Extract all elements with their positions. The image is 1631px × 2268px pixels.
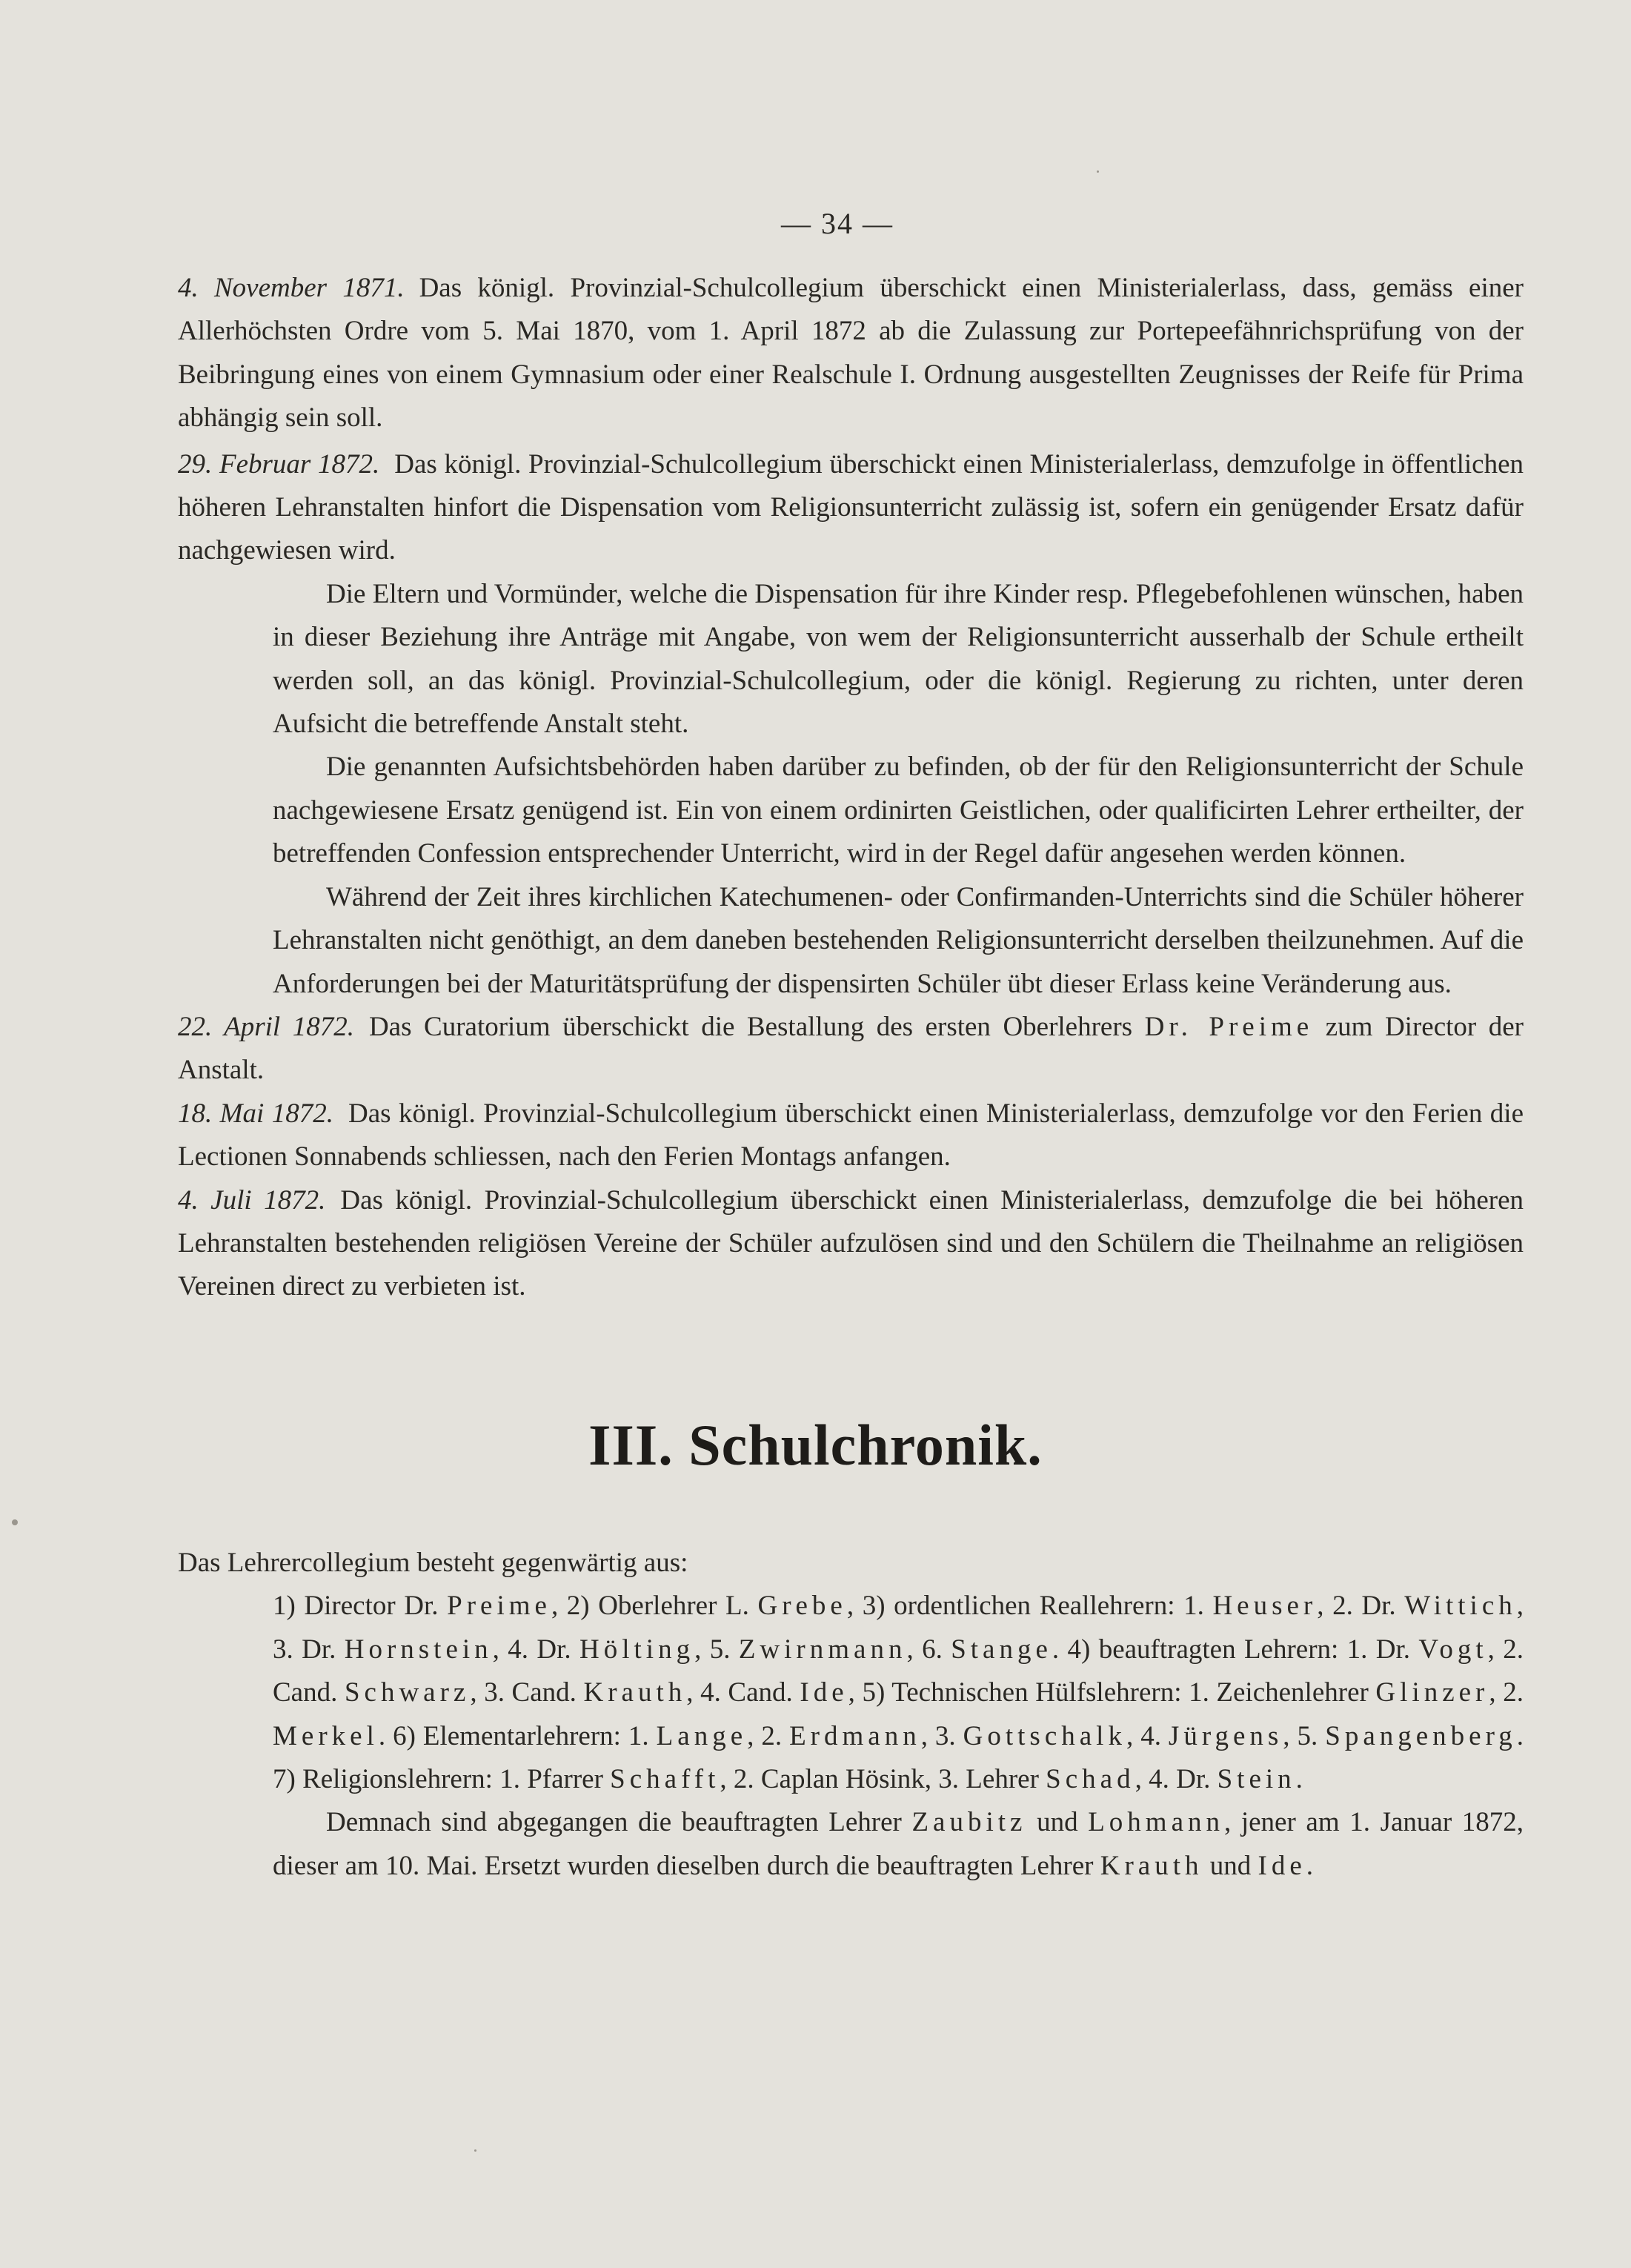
person-name: Schad [1046,1764,1135,1795]
person-name: Gottschalk [963,1720,1126,1751]
text-run: , 5) Technischen Hülfslehrern: 1. Zeichenlehrer [848,1677,1376,1708]
text-run: , 2. Dr. [1317,1591,1405,1622]
text-run: Demnach sind abgegangen die beauftragten Lehrer [326,1807,912,1838]
person-name: Stange [951,1634,1052,1665]
person-name: Zwirnmann [738,1634,907,1665]
text-run: , 3. Dr. [273,1591,1524,1665]
text-run: , 4. Dr. [1135,1764,1218,1795]
entry-date: 18. Mai 1872. [178,1098,333,1129]
person-name: Spangenberg [1325,1720,1517,1751]
entry-date: 4. November 1871. [178,273,405,303]
decree-entry [178,1006,1524,1092]
person-name: Vogt [1418,1634,1488,1665]
chronik-section [178,1542,1524,1888]
decree-entry [178,1179,1524,1309]
person-name: Grebe [757,1591,847,1622]
person-name: Schafft [610,1764,720,1795]
person-name: Ide [1258,1850,1306,1881]
entry-text: Das königl. Provinzial-Schulcollegium überschickt einen Ministerialerlass, demzufolge die bei höheren Lehranstalten bestehenden religiösen Vereine der Schüler aufzulösen sind und den Schülern die Theilnahme an religiösen Vereinen direct zu verbieten ist. [178,1184,1524,1302]
person-name: Krauth [1100,1850,1203,1881]
departure-paragraph [178,1801,1524,1888]
text-run: . 4) beauftragten Lehrern: 1. Dr. [1052,1634,1419,1665]
text-run: 1) Director Dr. [273,1591,448,1622]
text-run: . [1295,1764,1303,1795]
entry-date: 29. Februar 1872. [178,448,380,480]
entry-paragraph: Die Eltern und Vormünder, welche die Dispensation für ihre Kinder resp. Pflegebefohlenen wünschen, haben in dieser Beziehung ihre Anträge mit Angabe, von wem der Religionsunterricht ausserhalb der Schule ertheilt werden soll, an das königl. Provinzial-Schulcollegium, oder die königl. Regierung zu richten, unter deren Aufsicht die betreffende Anstalt steht. [273,578,1524,740]
person-name: Preime [447,1591,551,1622]
text-run: , 2. [1489,1677,1524,1708]
entry-paragraph: Die genannten Aufsichtsbehörden haben darüber zu befinden, ob der für den Religionsunterricht der Schule nachgewiesene Ersatz genügend ist. Ein von einem ordinirten Geistlichen, oder qualificirten Lehrer ertheilter, der betreffenden Confession entsprechender Unterricht, wird in der Regel dafür angesehen werden können. [273,752,1524,869]
chronik-intro: Das Lehrercollegium besteht gegenwärtig aus: [178,1548,688,1578]
text-run: . 7) Religionslehrern: 1. Pfarrer [273,1720,1524,1795]
text-run: , 5. [1283,1720,1326,1751]
person-name: Krauth [583,1677,687,1708]
section-heading: III. Schulchronik. [588,1413,1043,1477]
text-run: und [1203,1850,1258,1881]
text-run: , 2. Caplan Hösink, 3. Lehrer [720,1764,1046,1795]
text-run: , 2. [747,1720,790,1751]
paper-speck [1097,170,1099,173]
decree-entry [178,267,1524,440]
text-run: , 6. [906,1634,951,1665]
entry-text: Das königl. Provinzial-Schulcollegium überschickt einen Ministerialerlass, dass, gemäss einer Allerhöchsten Ordre vom 5. Mai 1870, vom 1. April 1872 ab die Zulassung zur Portepeefähnrichsprüfung von der Beibringung eines von einem Gymnasium oder einer Realschule I. Ordnung ausgestellten Zeugnisses der Reife für Prima abhängig sein soll. [178,273,1524,434]
entry-name: Dr. Preime [1144,1011,1314,1042]
text-run: , 4. Dr. [492,1634,580,1665]
paper-speck [12,1519,18,1525]
decree-entry [178,443,1524,573]
entry-date: 22. April 1872. [178,1011,354,1042]
text-run: und [1026,1807,1089,1838]
person-name: Merkel [273,1720,379,1751]
entry-text: Das königl. Provinzial-Schulcollegium überschickt einen Ministerialerlass, demzufolge in öffentlichen höheren Lehranstalten hinfort die Dispensation vom Religionsunterricht zulässig ist, sofern ein genügender Ersatz dafür nachgewiesen wird. [178,448,1524,566]
page-number: — 34 — [781,207,894,240]
text-run: , 3) ordentlichen Reallehrern: 1. [846,1591,1213,1622]
text-run: , 4. [1126,1720,1169,1751]
person-name: Zaubitz [911,1807,1027,1838]
person-name: Erdmann [789,1720,921,1751]
entry-paragraph: Während der Zeit ihres kirchlichen Katechumenen- oder Confirmanden-Unterrichts sind die Schüler höherer Lehranstalten nicht genöthigt, an dem daneben bestehenden Religionsunterricht derselben theilzunehmen. Auf die Anforderungen bei der Maturitätsprüfung der dispensirten Schüler übt dieser Erlass keine Veränderung aus. [273,881,1524,999]
person-name: Jürgens [1168,1720,1283,1751]
text-run: , 3. Cand. [470,1677,584,1708]
text-run: , 2) Oberlehrer L. [551,1591,758,1622]
faculty-list [178,1585,1524,1801]
person-name: Hölting [579,1634,695,1665]
person-name: Glinzer [1375,1677,1489,1708]
person-name: Ide [800,1677,848,1708]
person-name: Stein [1217,1764,1296,1795]
text-run: , 5. [694,1634,739,1665]
person-name: Heuser [1212,1591,1318,1622]
entry-date: 4. Juli 1872. [178,1184,326,1216]
person-name: Hornstein [344,1634,493,1665]
text-run: , 2. Cand. [273,1634,1524,1708]
decree-entry [178,1092,1524,1179]
entry-text: Das königl. Provinzial-Schulcollegium überschickt einen Ministerialerlass, demzufolge vor den Ferien die Lectionen Sonnabends schliessen, nach den Ferien Montags anfangen. [178,1098,1524,1173]
person-name: Lange [656,1720,748,1751]
text-run: . 6) Elementarlehrern: 1. [378,1720,657,1751]
paper-speck [474,2149,476,2152]
text-run: , 3. [920,1720,963,1751]
person-name: Lohmann [1088,1807,1224,1838]
text-run: . [1306,1850,1313,1881]
text-run: , 4. Cand. [686,1677,800,1708]
text-run: , jener am 1. Januar 1872, dieser am 10. Mai. Ersetzt wurden dieselben durch die beauftragten Lehrer [273,1807,1524,1881]
person-name: Schwarz [344,1677,471,1708]
entry-text: Das Curatorium überschickt die Bestallung des ersten Oberlehrers [368,1011,1133,1042]
decrees-list [178,267,1524,1309]
entry-text: zum Director der Anstalt. [178,1011,1524,1086]
person-name: Wittich [1404,1591,1517,1622]
